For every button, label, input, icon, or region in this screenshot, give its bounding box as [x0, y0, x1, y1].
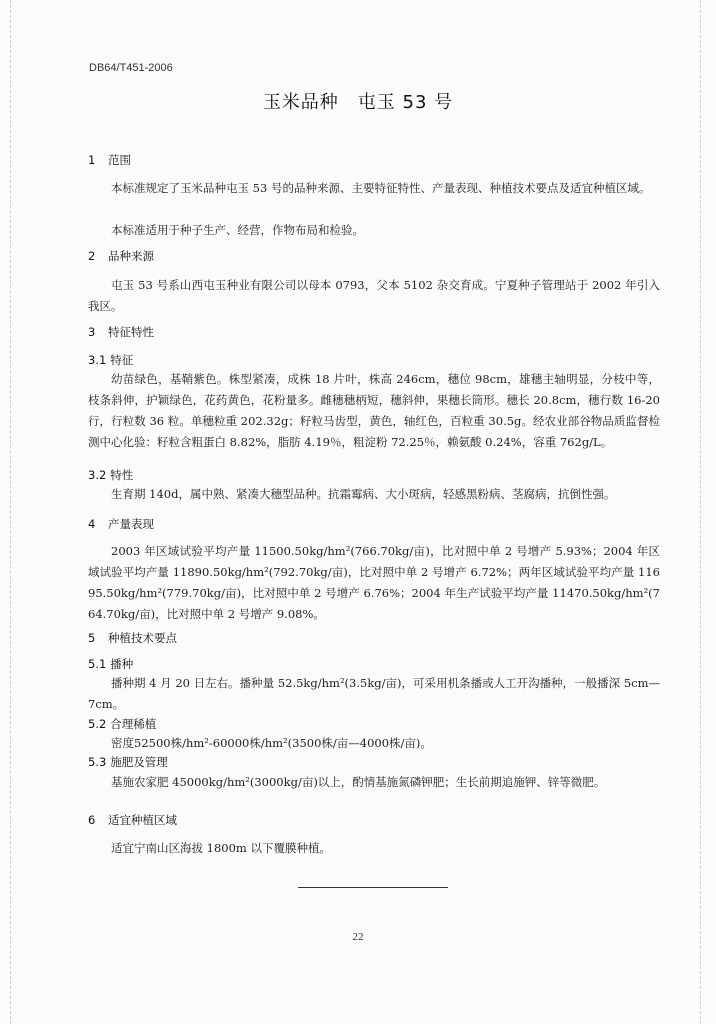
subsection-number: 3.1 — [88, 353, 107, 367]
section-scope-heading — [88, 152, 131, 168]
characteristics-paragraph: 生育期 140d，属中熟、紧凑大穗型品种。抗霜霉病、大小斑病，轻感黑粉病、茎腐病，抗倒性强。 — [111, 487, 616, 501]
scan-edge-left — [10, 0, 11, 1024]
section-title: 范围 — [108, 153, 131, 167]
section-region-heading — [88, 812, 177, 828]
region-paragraph: 适宜宁南山区海拔 1800m 以下覆膜种植。 — [111, 841, 331, 855]
section-title: 种植技术要点 — [108, 631, 177, 645]
yield-paragraph: 2003 年区域试验平均产量 11500.50kg/hm²(766.70kg/亩)，比对照中单 2 号增产 5.93%；2004 年区域试验平均产量 11890.50kg/hm²(792.70kg/亩)，比对照中单 2 号增产 6.72%；两年区域试验平均产量 11695.50kg/hm²(779.70kg/亩)，比对照中单 2 号增产 6.76%；2004 年生产试验平均产量 11470.50kg/hm²(764.70kg/亩)，比对照中单 2 号增产 9.08%。 — [88, 544, 660, 621]
section-number: 1 — [88, 153, 96, 167]
subsection-title: 合理稀植 — [110, 717, 157, 731]
end-rule — [298, 887, 448, 888]
subsection-density-heading — [88, 716, 156, 732]
section-number: 4 — [88, 517, 96, 531]
density-paragraph: 密度52500株/hm²-60000株/hm²(3500株/亩—4000株/亩)。 — [111, 736, 432, 750]
section-number: 3 — [88, 325, 96, 339]
subsection-characteristics-heading — [88, 467, 133, 483]
scan-edge-right — [700, 0, 701, 1024]
scope-paragraph-1: 本标准规定了玉米品种屯玉 53 号的品种来源、主要特征特性、产量表现、种植技术要点及适宜种植区域。 — [111, 181, 651, 195]
subsection-number: 5.2 — [88, 717, 107, 731]
subsection-title: 播种 — [110, 657, 134, 671]
document-title: 玉米品种 屯玉 53 号 — [262, 92, 454, 113]
section-origin-heading — [88, 248, 154, 264]
section-title: 特征特性 — [108, 325, 154, 339]
subsection-number: 5.1 — [88, 657, 107, 671]
subsection-sowing-heading — [88, 656, 133, 672]
subsection-fertilizer-heading — [88, 754, 168, 770]
subsection-title: 特性 — [110, 468, 134, 482]
page-number: 22 — [352, 931, 364, 943]
standard-number: DB64/T451-2006 — [89, 62, 173, 74]
origin-paragraph: 屯玉 53 号系山西屯玉种业有限公司以母本 0793，父本 5102 杂交育成。宁夏种子管理站于 2002 年引入我区。 — [88, 278, 660, 313]
section-title: 适宜种植区域 — [108, 813, 177, 827]
subsection-title: 施肥及管理 — [110, 755, 168, 769]
section-number: 5 — [88, 631, 96, 645]
section-title: 品种来源 — [108, 249, 154, 263]
section-traits-heading — [88, 324, 154, 340]
sowing-paragraph: 播种期 4 月 20 日左右。播种量 52.5kg/hm²(3.5kg/亩)，可采用机条播或人工开沟播种，一般播深 5cm—7cm。 — [88, 676, 660, 711]
scope-paragraph-2: 本标准适用于种子生产、经营，作物布局和检验。 — [111, 223, 364, 237]
subsection-number: 3.2 — [88, 468, 107, 482]
subsection-title: 特征 — [110, 353, 134, 367]
subsection-number: 5.3 — [88, 755, 107, 769]
section-title: 产量表现 — [108, 517, 154, 531]
section-number: 2 — [88, 249, 96, 263]
fertilizer-paragraph: 基施农家肥 45000kg/hm²(3000kg/亩)以上，酌情基施氮磷钾肥；生长前期追施钾、锌等微肥。 — [111, 775, 606, 789]
features-paragraph: 幼苗绿色，基鞘紫色。株型紧凑，成株 18 片叶，株高 246cm，穗位 98cm，雄穗主轴明显，分枝中等，枝条斜伸，护颖绿色，花药黄色，花粉量多。雌穗穗柄短，穗斜伸，果穗长筒形。穗长 20.8cm，穗行数 16-20 行，行粒数 36 粒。单穗粒重 202.32g；籽粒马齿型，黄色，轴红色，百粒重 30.5g。经农业部谷物品质监督检测中心化验：籽粒含粗蛋白 8.82%，脂肪 4.19％，粗淀粉 72.25％，赖氨酸 0.24%，容重 762g/L。 — [88, 372, 660, 449]
subsection-features-heading — [88, 352, 133, 368]
section-number: 6 — [88, 813, 96, 827]
section-techniques-heading — [88, 630, 177, 646]
section-yield-heading — [88, 516, 154, 532]
